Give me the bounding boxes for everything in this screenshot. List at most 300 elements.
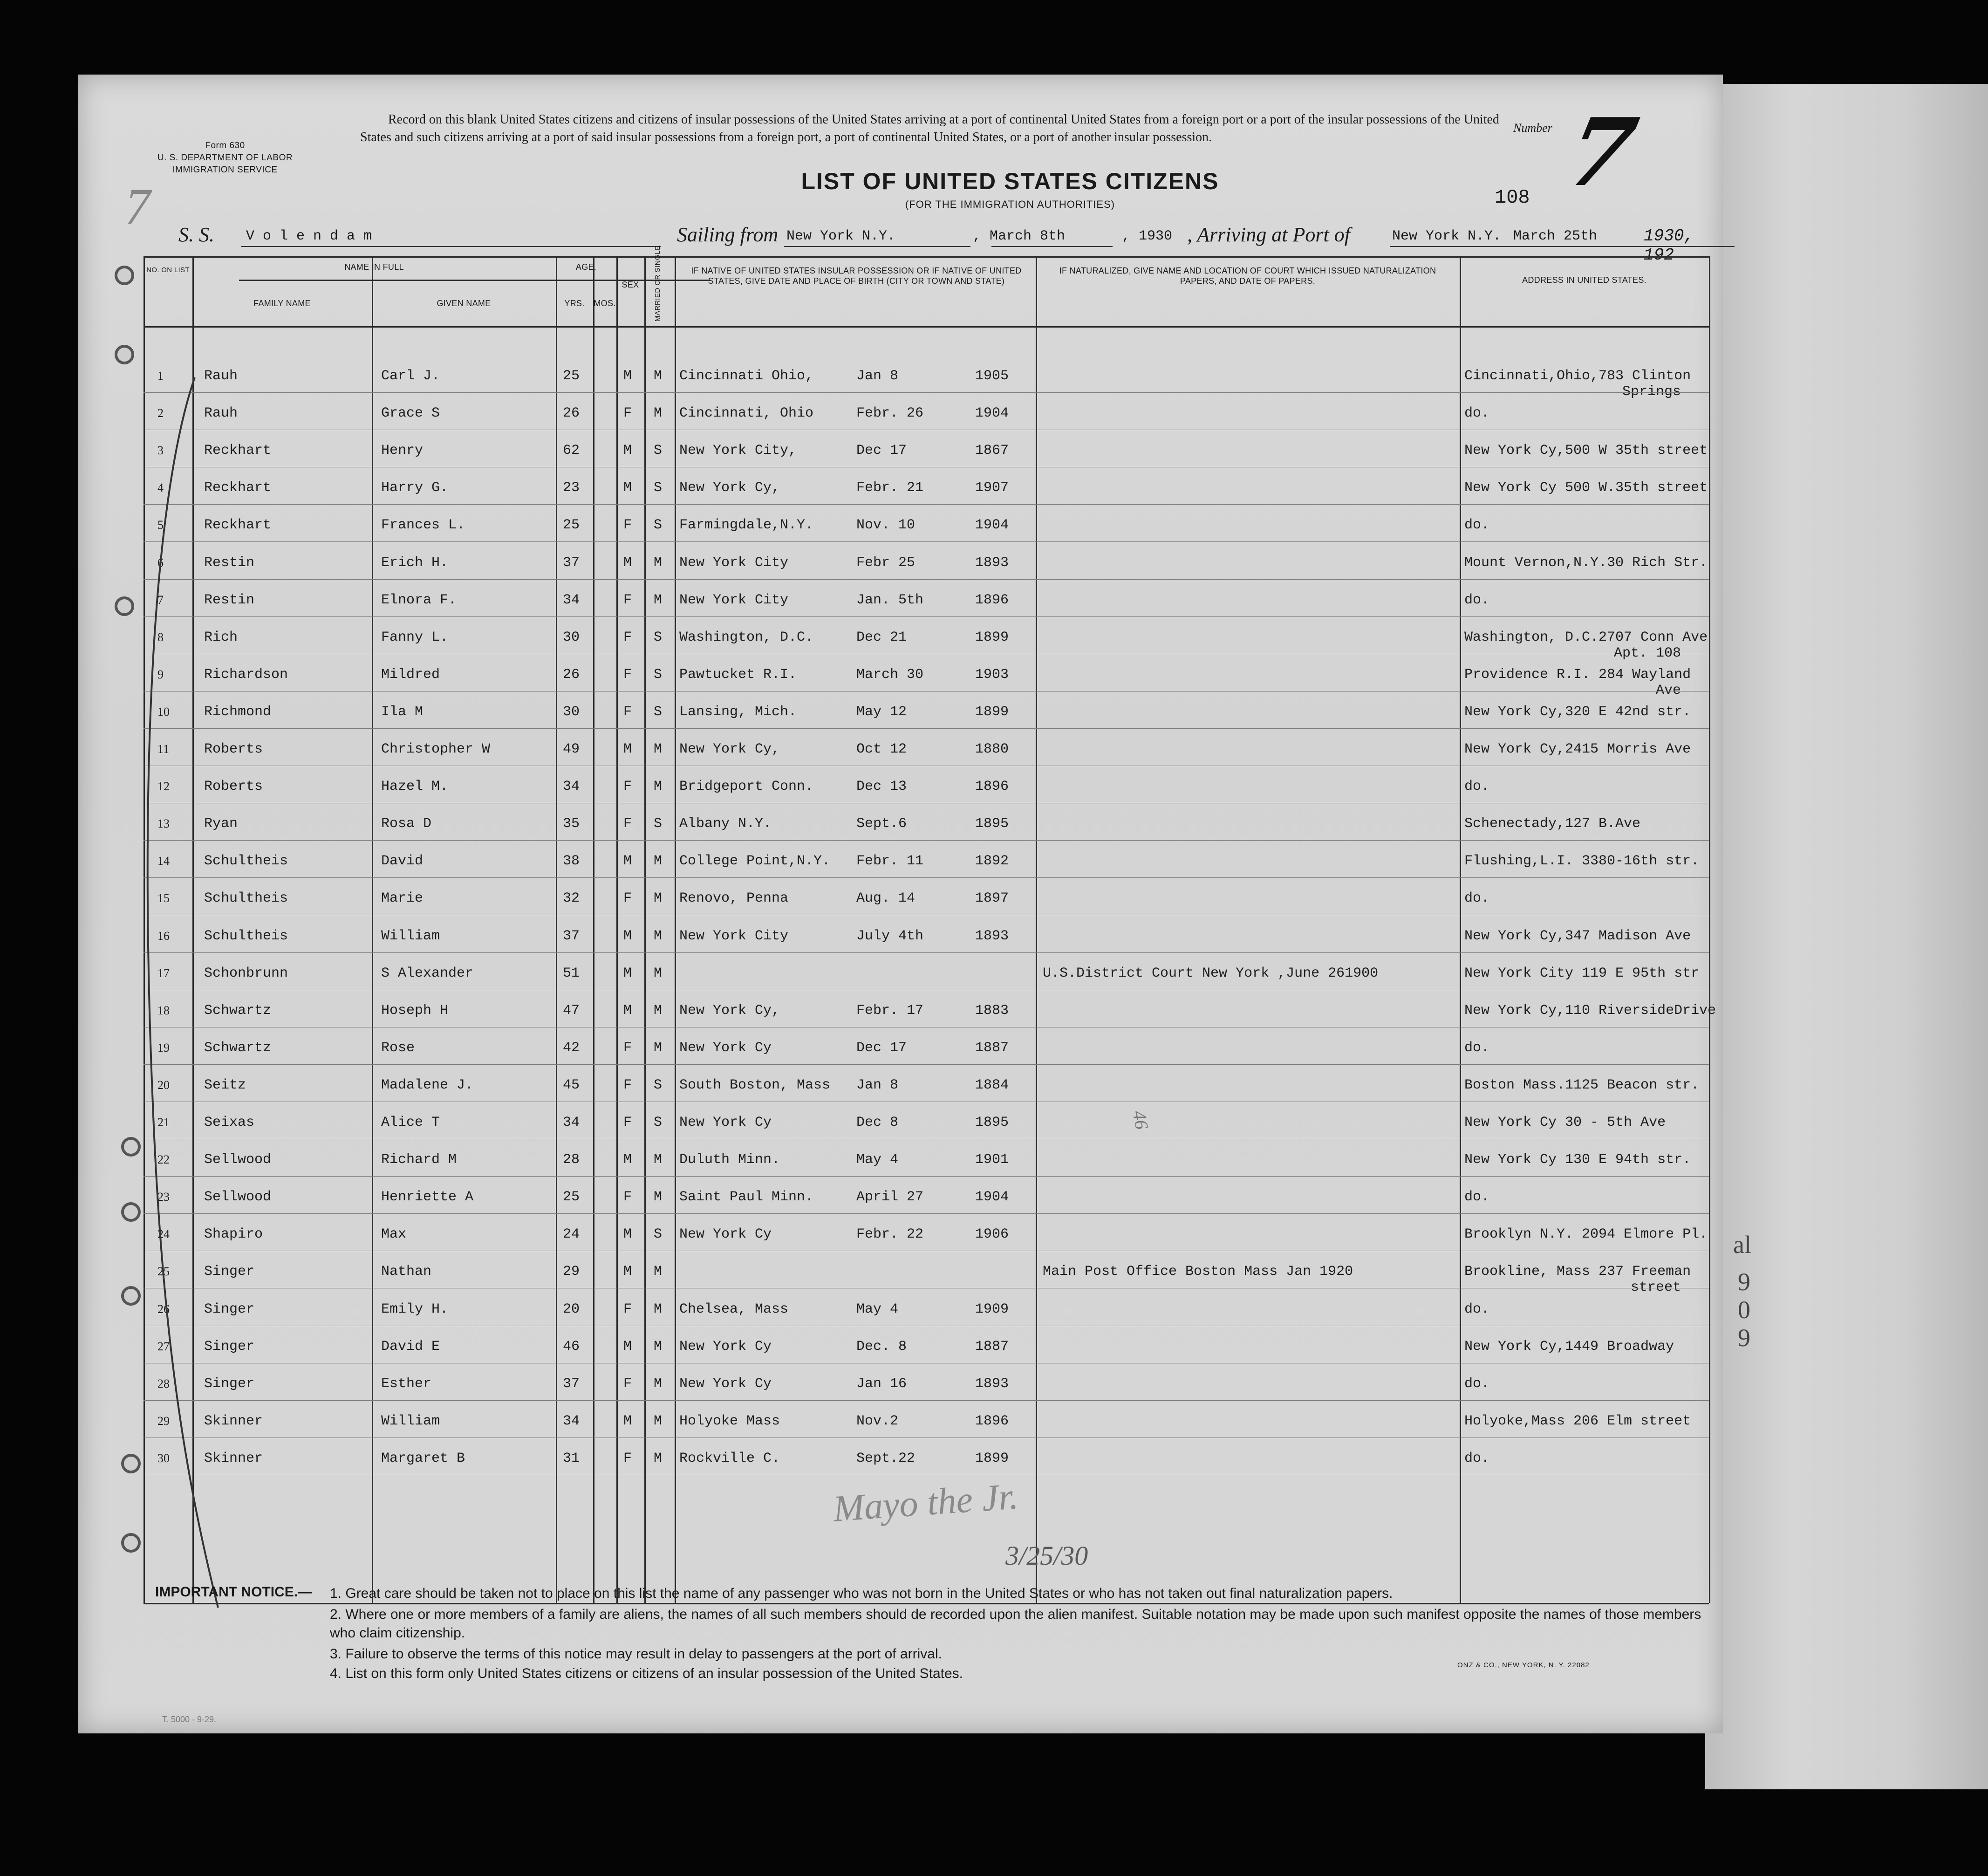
header-no-on-list: NO. ON LIST: [146, 266, 190, 274]
family-name: Schultheis: [204, 928, 288, 944]
age-years: 35: [563, 816, 580, 832]
birth-date: April 27: [856, 1189, 924, 1205]
marital-status: M: [654, 741, 663, 757]
birth-date: Dec. 8: [856, 1338, 907, 1355]
marital-status: M: [654, 368, 663, 384]
marital-status: M: [654, 779, 663, 795]
birth-place: Holyoke Mass: [679, 1413, 780, 1429]
birth-year: 1905: [975, 368, 1009, 384]
arriving-label: , Arriving at Port of: [1187, 223, 1350, 246]
marital-status: S: [654, 443, 663, 459]
marital-status: M: [654, 405, 663, 422]
family-name: Seixas: [204, 1115, 255, 1130]
birth-year: 1895: [975, 1115, 1009, 1130]
birth-year: 1893: [975, 1376, 1009, 1392]
family-name: Singer: [204, 1376, 255, 1392]
address: do.: [1464, 1450, 1490, 1466]
sex: M: [623, 1002, 632, 1019]
age-years: 29: [563, 1264, 580, 1280]
punch-hole: [115, 266, 134, 285]
sex: M: [623, 853, 632, 870]
row-number: 22: [157, 1153, 170, 1167]
table-row: [143, 1002, 1716, 1021]
given-name: David: [381, 853, 424, 870]
birth-year: 1909: [975, 1301, 1009, 1317]
age-years: 26: [563, 666, 580, 683]
marital-status: M: [654, 1450, 663, 1466]
given-name: Richard M: [381, 1152, 457, 1168]
birth-place: New York City: [679, 928, 789, 944]
header-naturalized: IF NATURALIZED, GIVE NAME AND LOCATION OF COURT WHICH ISSUED NATURALIZATION PAPERS, AND DATE OF PAPERS.: [1059, 266, 1436, 286]
given-name: Henriette A: [381, 1189, 474, 1205]
birth-year: 1904: [975, 1189, 1009, 1205]
birth-date: July 4th: [856, 928, 924, 944]
age-years: 45: [563, 1077, 580, 1093]
arriving-port: New York N.Y.: [1392, 228, 1502, 244]
address: do.: [1464, 1301, 1490, 1317]
row-number: 10: [157, 705, 170, 719]
header-yrs: YRS.: [564, 299, 585, 308]
sex: M: [623, 480, 632, 496]
age-years: 34: [563, 779, 580, 795]
address: New York Cy,2415 Morris Ave: [1464, 741, 1691, 757]
naturalization: U.S.District Court New York ,June 261900: [1043, 965, 1379, 981]
sex: M: [623, 555, 632, 571]
row-number: 14: [157, 854, 170, 868]
birth-place: Bridgeport Conn.: [679, 779, 814, 795]
family-name: Schultheis: [204, 890, 288, 907]
address-line2: street: [1630, 1280, 1681, 1296]
family-name: Rauh: [204, 368, 238, 384]
naturalization: Main Post Office Boston Mass Jan 1920: [1043, 1264, 1353, 1280]
arriving-year: 1930, 192: [1644, 226, 1694, 265]
family-name: Sellwood: [204, 1189, 272, 1205]
marital-status: M: [654, 928, 663, 944]
birth-date: Febr 25: [856, 555, 915, 571]
address: do.: [1464, 592, 1490, 608]
birth-year: 1892: [975, 853, 1009, 870]
birth-date: Febr. 17: [856, 1002, 924, 1019]
marital-status: M: [654, 853, 663, 870]
age-years: 25: [563, 1189, 580, 1205]
birth-date: Dec 8: [856, 1115, 899, 1130]
address: New York City 119 E 95th str: [1464, 965, 1700, 981]
address: Washington, D.C.2707 Conn Ave: [1464, 629, 1708, 645]
row-number: 2: [157, 406, 164, 420]
birth-place: New York Cy,: [679, 1002, 780, 1019]
birth-date: Oct 12: [856, 741, 907, 757]
table-row: [143, 1040, 1709, 1059]
birth-place: New York Cy: [679, 1226, 772, 1243]
given-name: Carl J.: [381, 368, 440, 384]
age-years: 49: [563, 741, 580, 757]
marital-status: S: [654, 517, 663, 534]
marital-status: M: [654, 1376, 663, 1392]
page-title: LIST OF UNITED STATES CITIZENS: [801, 168, 1219, 194]
birth-place: Rockville C.: [679, 1450, 780, 1466]
service: IMMIGRATION SERVICE: [172, 165, 278, 175]
table-row: [143, 1152, 1709, 1171]
table-row: [143, 555, 1709, 574]
row-number: 25: [157, 1265, 170, 1279]
marital-status: S: [654, 666, 663, 683]
row-number: 4: [157, 481, 164, 495]
sex: M: [623, 1413, 632, 1429]
birth-date: Dec 17: [856, 1040, 907, 1056]
family-name: Shapiro: [204, 1226, 263, 1243]
birth-place: New York City: [679, 555, 789, 571]
row-number: 15: [157, 891, 170, 905]
age-years: 42: [563, 1040, 580, 1056]
row-number: 21: [157, 1116, 170, 1129]
sex: F: [623, 666, 632, 683]
row-number: 3: [157, 444, 164, 458]
given-name: Madalene J.: [381, 1077, 474, 1093]
age-years: 24: [563, 1226, 580, 1243]
address: New York Cy 500 W.35th street: [1464, 480, 1708, 496]
table-row: [143, 517, 1709, 536]
address: do.: [1464, 517, 1490, 534]
address: do.: [1464, 1040, 1490, 1056]
birth-date: May 4: [856, 1301, 899, 1317]
margin-note: 46: [1128, 1109, 1153, 1131]
header-age: AGE.: [575, 262, 597, 272]
family-name: Ryan: [204, 816, 238, 832]
marital-status: M: [654, 555, 663, 571]
address: Providence R.I. 284 Wayland: [1464, 666, 1691, 683]
birth-year: 1897: [975, 890, 1009, 907]
table-row: [143, 928, 1709, 947]
age-years: 34: [563, 1413, 580, 1429]
given-name: Nathan: [381, 1264, 432, 1280]
header-family-name: FAMILY NAME: [253, 299, 311, 308]
table-row: [143, 1115, 1709, 1133]
sailing-date: , March 8th: [973, 228, 1066, 244]
sex: M: [623, 1226, 632, 1243]
birth-place: Albany N.Y.: [679, 816, 772, 832]
address: Schenectady,127 B.Ave: [1464, 816, 1641, 832]
table-row: [143, 890, 1709, 909]
family-name: Roberts: [204, 741, 263, 757]
age-years: 37: [563, 1376, 580, 1392]
age-years: 51: [563, 965, 580, 981]
printer-note: ONZ & CO., NEW YORK, N. Y. 22082: [1457, 1661, 1590, 1669]
birth-place: New York City,: [679, 443, 797, 459]
birth-year: 1867: [975, 443, 1009, 459]
age-years: 46: [563, 1338, 580, 1355]
row-number: 23: [157, 1190, 170, 1204]
marital-status: S: [654, 480, 663, 496]
family-name: Richardson: [204, 666, 288, 683]
given-name: Erich H.: [381, 555, 449, 571]
table-row: [143, 1189, 1709, 1208]
stamp-number: 108: [1495, 186, 1530, 209]
sex: F: [623, 816, 632, 832]
table-row: [143, 629, 1709, 661]
birth-place: New York Cy: [679, 1376, 772, 1392]
strip-mark: 9: [1738, 1324, 1750, 1352]
address: do.: [1464, 890, 1490, 907]
table-row: [143, 1077, 1709, 1096]
row-number: 29: [157, 1414, 170, 1428]
age-years: 37: [563, 928, 580, 944]
table-row: [143, 1301, 1709, 1320]
row-number: 1: [157, 369, 164, 383]
number-value: 7: [1558, 98, 1646, 207]
address: do.: [1464, 405, 1490, 422]
family-name: Singer: [204, 1301, 255, 1317]
age-years: 25: [563, 368, 580, 384]
birth-place: Washington, D.C.: [679, 629, 814, 645]
family-name: Restin: [204, 592, 255, 608]
birth-year: 1906: [975, 1226, 1009, 1243]
address: Flushing,L.I. 3380-16th str.: [1464, 853, 1700, 870]
page-subtitle: (FOR THE IMMIGRATION AUTHORITIES): [905, 199, 1115, 210]
row-number: 20: [157, 1078, 170, 1092]
sex: M: [623, 928, 632, 944]
marital-status: M: [654, 890, 663, 907]
strip-mark: al: [1733, 1231, 1751, 1259]
birth-place: New York Cy: [679, 1338, 772, 1355]
handwritten-mark: 7: [125, 178, 150, 235]
row-number: 8: [157, 630, 164, 644]
table-row: [143, 1264, 1709, 1296]
marital-status: M: [654, 1002, 663, 1019]
family-name: Richmond: [204, 704, 272, 720]
birth-place: Saint Paul Minn.: [679, 1189, 814, 1205]
row-number: 24: [157, 1227, 170, 1241]
header-given-name: GIVEN NAME: [437, 299, 491, 308]
address: Cincinnati,Ohio,783 Clinton: [1464, 368, 1691, 384]
strip-mark: 9: [1738, 1268, 1750, 1296]
family-name: Schonbrunn: [204, 965, 288, 981]
given-name: Emily H.: [381, 1301, 449, 1317]
marital-status: S: [654, 629, 663, 645]
birth-date: Nov.2: [856, 1413, 899, 1429]
age-years: 37: [563, 555, 580, 571]
age-years: 32: [563, 890, 580, 907]
address: New York Cy,1449 Broadway: [1464, 1338, 1674, 1355]
table-row: [143, 816, 1709, 835]
birth-year: 1880: [975, 741, 1009, 757]
birth-place: College Point,N.Y.: [679, 853, 831, 870]
marital-status: M: [654, 1301, 663, 1317]
table-row: [143, 480, 1709, 499]
margin-bracket: [125, 359, 237, 1617]
table-row: [143, 853, 1709, 872]
marital-status: M: [654, 1338, 663, 1355]
family-name: Restin: [204, 555, 255, 571]
address: do.: [1464, 779, 1490, 795]
given-name: Marie: [381, 890, 424, 907]
marital-status: M: [654, 1189, 663, 1205]
table-row: [143, 1376, 1709, 1395]
header-address: ADDRESS IN UNITED STATES.: [1522, 275, 1646, 285]
row-number: 26: [157, 1302, 170, 1316]
address: New York Cy,110 RiversideDrive: [1464, 1002, 1716, 1019]
given-name: Grace S: [381, 405, 440, 422]
sailing-label: Sailing from: [677, 223, 779, 246]
marital-status: M: [654, 1040, 663, 1056]
sex: M: [623, 741, 632, 757]
marital-status: M: [654, 1264, 663, 1280]
birth-date: Sept.22: [856, 1450, 915, 1466]
age-years: 30: [563, 629, 580, 645]
birth-date: Febr. 22: [856, 1226, 924, 1243]
family-name: Singer: [204, 1264, 255, 1280]
family-name: Schwartz: [204, 1002, 272, 1019]
birth-date: Febr. 11: [856, 853, 924, 870]
age-years: 25: [563, 517, 580, 534]
birth-place: New York Cy: [679, 1115, 772, 1130]
birth-year: 1893: [975, 928, 1009, 944]
birth-place: Renovo, Penna: [679, 890, 789, 907]
marital-status: M: [654, 965, 663, 981]
row-number: 11: [157, 742, 170, 756]
birth-year: 1907: [975, 480, 1009, 496]
row-number: 19: [157, 1041, 170, 1054]
ship-prefix: S. S.: [178, 223, 214, 246]
birth-date: May 12: [856, 704, 907, 720]
age-years: 26: [563, 405, 580, 422]
sex: F: [623, 1189, 632, 1205]
sex: F: [623, 1301, 632, 1317]
marital-status: S: [654, 1115, 663, 1130]
table-row: [143, 405, 1709, 424]
sex: F: [623, 405, 632, 422]
birth-year: 1899: [975, 704, 1009, 720]
row-number: 13: [157, 817, 170, 831]
form-meta: [123, 140, 328, 176]
arriving-date: March 25th: [1513, 228, 1598, 244]
table-row: [143, 704, 1709, 723]
birth-place: Lansing, Mich.: [679, 704, 797, 720]
row-number: 27: [157, 1339, 170, 1353]
notice-item: 3. Failure to observe the terms of this notice may result in delay to passengers at the port of arrival.: [330, 1646, 942, 1662]
birth-date: May 4: [856, 1152, 899, 1168]
given-name: Henry: [381, 443, 424, 459]
intro-text: Record on this blank United States citizens and citizens of insular possessions of the United States arriving at a port of continental United States from a foreign port or a port of the insular possessions of the United States and such citizens arriving at a port of said insular possessions from a foreign port, a port of continental United States, or a port of another insular possession.: [360, 112, 1499, 144]
row-number: 28: [157, 1376, 170, 1390]
given-name: S Alexander: [381, 965, 474, 981]
address: Mount Vernon,N.Y.30 Rich Str.: [1464, 555, 1708, 571]
sex: M: [623, 965, 632, 981]
sex: F: [623, 779, 632, 795]
birth-place: Cincinnati Ohio,: [679, 368, 814, 384]
table-row: [143, 666, 1709, 698]
birth-date: Jan 8: [856, 1077, 899, 1093]
address-line2: Springs: [1622, 384, 1681, 400]
birth-year: 1904: [975, 517, 1009, 534]
given-name: William: [381, 1413, 440, 1429]
birth-date: Nov. 10: [856, 517, 915, 534]
family-name: Sellwood: [204, 1152, 272, 1168]
given-name: Frances L.: [381, 517, 465, 534]
birth-date: Dec 13: [856, 779, 907, 795]
birth-date: Jan 8: [856, 368, 899, 384]
age-years: 34: [563, 592, 580, 608]
notice-item: 4. List on this form only United States citizens or citizens of an insular possession of the United States.: [330, 1666, 963, 1681]
family-name: Reckhart: [204, 480, 272, 496]
given-name: Hoseph H: [381, 1002, 449, 1019]
age-years: 31: [563, 1450, 580, 1466]
header-mos: MOS.: [594, 299, 616, 308]
given-name: David E: [381, 1338, 440, 1355]
given-name: Rosa D: [381, 816, 432, 832]
sex: M: [623, 1264, 632, 1280]
birth-year: 1895: [975, 816, 1009, 832]
address: Holyoke,Mass 206 Elm street: [1464, 1413, 1691, 1429]
header-married-single: MARRIED OR SINGLE: [654, 245, 662, 322]
family-name: Seitz: [204, 1077, 246, 1093]
marital-status: S: [654, 816, 663, 832]
table-row: [143, 1226, 1709, 1245]
sailing-year: , 1930: [1122, 228, 1173, 244]
table-row: [143, 741, 1709, 760]
age-years: 62: [563, 443, 580, 459]
birth-year: 1893: [975, 555, 1009, 571]
notice-item: 1. Great care should be taken not to place on this list the name of any passenger who was not born in the United States or who has not taken out final naturalization papers.: [330, 1586, 1393, 1601]
birth-place: Chelsea, Mass: [679, 1301, 789, 1317]
address: New York Cy,320 E 42nd str.: [1464, 704, 1691, 720]
notice-item: 2. Where one or more members of a family are aliens, the names of all such members should de recorded upon the alien manifest. Suitable notation may be made upon such manifest opposite the names of those members who claim citizenship.: [330, 1607, 1701, 1641]
age-years: 30: [563, 704, 580, 720]
row-number: 16: [157, 929, 170, 943]
birth-year: 1883: [975, 1002, 1009, 1019]
sex: F: [623, 1376, 632, 1392]
birth-year: 1904: [975, 405, 1009, 422]
sex: F: [623, 629, 632, 645]
birth-place: Farmingdale,N.Y.: [679, 517, 814, 534]
row-number: 7: [157, 593, 164, 607]
birth-year: 1896: [975, 592, 1009, 608]
table-row: [143, 592, 1709, 611]
family-name: Singer: [204, 1338, 255, 1355]
table-row: [143, 1339, 1709, 1357]
sailing-from: New York N.Y.: [786, 228, 896, 244]
age-years: 34: [563, 1115, 580, 1130]
birth-place: Duluth Minn.: [679, 1152, 780, 1168]
ship-name: V o l e n d a m: [246, 228, 372, 244]
birth-date: Sept.6: [856, 816, 907, 832]
marital-status: M: [654, 1152, 663, 1168]
birth-date: Jan 16: [856, 1376, 907, 1392]
header-birth: IF NATIVE OF UNITED STATES INSULAR POSSESSION OR IF NATIVE OF UNITED STATES, GIVE DATE AND PLACE OF BIRTH (CITY OR TOWN AND STATE): [691, 266, 1022, 286]
given-name: Max: [381, 1226, 407, 1243]
address: New York Cy 30 - 5th Ave: [1464, 1115, 1666, 1130]
birth-place: New York Cy,: [679, 480, 780, 496]
family-name: Schultheis: [204, 853, 288, 870]
sex: M: [623, 368, 632, 384]
birth-year: 1887: [975, 1338, 1009, 1355]
age-years: 28: [563, 1152, 580, 1168]
birth-date: Dec 21: [856, 629, 907, 645]
row-number: 17: [157, 966, 170, 980]
age-years: 38: [563, 853, 580, 870]
given-name: Elnora F.: [381, 592, 457, 608]
sex: F: [623, 517, 632, 534]
marital-status: S: [654, 1226, 663, 1243]
address: New York Cy,347 Madison Ave: [1464, 928, 1691, 944]
sex: M: [623, 443, 632, 459]
family-name: Rich: [204, 629, 238, 645]
given-name: Harry G.: [381, 480, 449, 496]
birth-place: South Boston, Mass: [679, 1077, 831, 1093]
family-name: Rauh: [204, 405, 238, 422]
birth-place: New York Cy,: [679, 741, 780, 757]
table-row: [143, 1451, 1709, 1469]
birth-year: 1896: [975, 1413, 1009, 1429]
